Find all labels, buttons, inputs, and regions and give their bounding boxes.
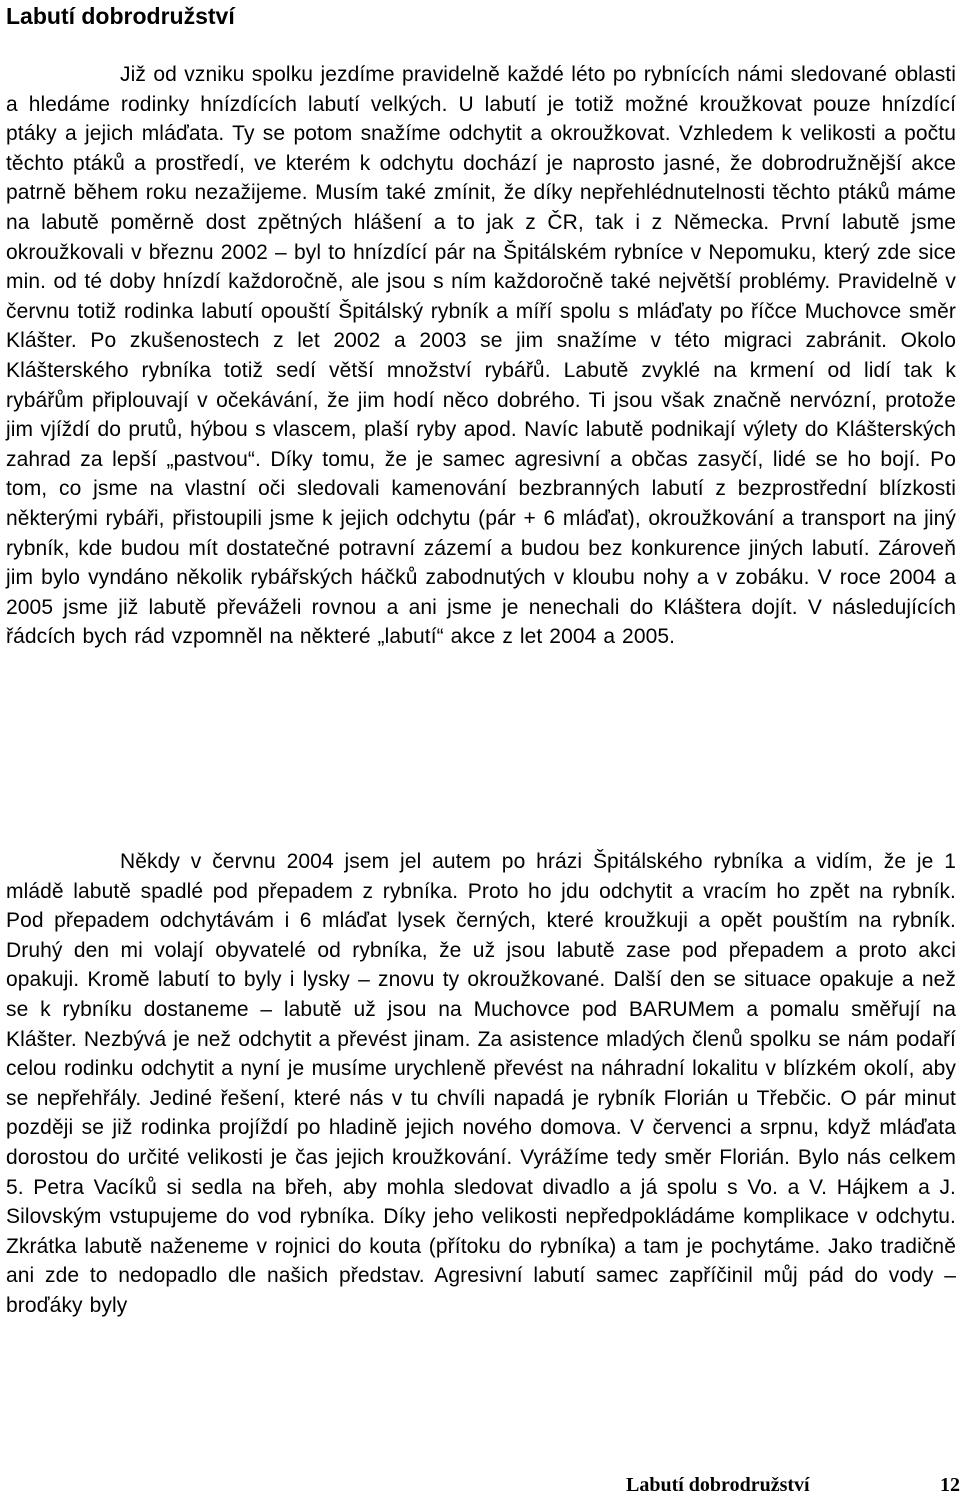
body-paragraph-1: Již od vzniku spolku jezdíme pravidelně každé léto po rybnících námi sledované oblasti a hledáme rodinky hnízdících labutí velkých. U labutí je totiž možné kroužkovat pouze hnízdící ptáky a jejich mláďata. Ty se potom snažíme odchytit a okroužkovat. Vzhledem k velikosti a počtu těchto ptáků a prostředí, ve kterém k odchytu dochází je naprosto jasné, že dobrodružnější akce patrně během roku nezažijeme. Musím také zmínit, že díky nepřehlédnutelnosti těchto ptáků máme na labutě poměrně dost zpětných hlášení a to jak z ČR, tak i z Německa. První labutě jsme okroužkovali v březnu 2002 – byl to hnízdící pár na Špitálském rybníce v Nepomuku, který zde sice min. od té doby hnízdí každoročně, ale jsou s ním každoročně také největší problémy. Pravidelně v červnu totiž rodinka labutí opouští Špitálský rybník a míří spolu s mláďaty po říčce Muchovce směr Klášter. Po zkušenostech z let 2002 a 2003 se jim snažíme v této migraci zabránit. Okolo Klášterského rybníka totiž sedí větší množství rybářů. Labutě zvyklé na krmení od lidí tak k rybářům připlouvají v očekávání, že jim hodí něco dobrého. Ti jsou však značně nervózní, protože jim vjíždí do prutů, hýbou s vlascem, plaší ryby apod. Navíc labutě podnikají výlety do Klášterských zahrad za lepší „pastvou“. Díky tomu, že je samec agresivní a občas zasyčí, lidé se ho bojí. Po tom, co jsme na vlastní oči sledovali kamenování bezbranných labutí z bezprostřední blízkosti některými rybáři, přistoupili jsme k jejich odchytu (pár + 6 mláďat), okroužkování a transport na jiný rybník, kde budou mít dostatečné potravní zázemí a budou bez konkurence jiných labutí. Zároveň jim bylo vyndáno několik rybářských háčků zabodnutých v kloubu nohy a v zobáku. V roce 2004 a 2005 jsme již labutě převáželi rovnou a ani jsme je nenechali do Kláštera dojít. V následujících řádcích bych rád vzpomněl na některé „labutí“ akce z let 2004 a 2005. xyxy=(6,63,956,649)
footer-page-number: 12 xyxy=(940,1474,960,1496)
footer-running-title: Labutí dobrodružství xyxy=(626,1474,810,1496)
page-title: Labutí dobrodružství xyxy=(6,3,235,29)
body-paragraph-2: Někdy v červnu 2004 jsem jel autem po hrázi Špitálského rybníka a vidím, že je 1 mládě labutě spadlé pod přepadem z rybníka. Proto ho jdu odchytit a vracím ho zpět na rybník. Pod přepadem odchytávám i 6 mláďat lysek černých, které kroužkuji a opět pouštím na rybník. Druhý den mi volají obyvatelé od rybníka, že už jsou labutě zase pod přepadem a proto akci opakuji. Kromě labutí to byly i lysky – znovu ty okroužkované. Další den se situace opakuje a než se k rybníku dostaneme – labutě už jsou na Muchovce pod BARUMem a pomalu směřují na Klášter. Nezbývá je než odchytit a převést jinam. Za asistence mladých členů spolku se nám podaří celou rodinku odchytit a nyní je musíme urychleně převést na náhradní lokalitu v blízkém okolí, aby se nepřehřály. Jediné řešení, které nás v tu chvíli napadá je rybník Florián u Třebčic. O pár minut později se již rodinka projíždí po hladině jejich nového domova. V červenci a srpnu, když mláďata dorostou do určité velikosti je čas jejich kroužkování. Vyrážíme tedy směr Florián. Bylo nás celkem 5. Petra Vacíků si sedla na břeh, aby mohla sledovat divadlo a já spolu s Vo. a V. Hájkem a J. Silovským vstupujeme do vod rybníka. Díky jeho velikosti nepředpokládáme komplikace v odchytu. Zkrátka labutě naženeme v rojnici do kouta (přítoku do rybníka) a tam je pochytáme. Jako tradičně ani zde to nedopadlo dle našich představ. Agresivní labutí samec zapříčinil můj pád do vody – broďáky byly xyxy=(6,850,956,1317)
